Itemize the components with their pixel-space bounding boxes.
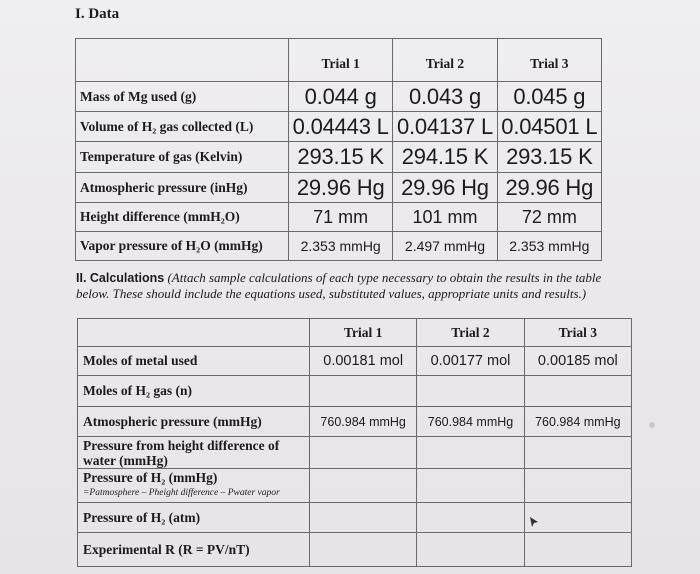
table-row [76,232,602,261]
table-cell [310,376,417,407]
row-label: Pressure of H₂ (mmHg) [83,470,218,485]
table-cell: 294.15 K [393,142,497,173]
calculations-heading [76,270,636,302]
table-cell: 0.045 g [497,82,601,112]
table-cell: 293.15 K [497,142,601,173]
table-cell: 293.15 K [289,142,393,173]
table-cell: 0.04137 L [393,112,497,142]
table-header-row [76,39,602,82]
table-cell [417,437,524,469]
row-label: Moles of H₂ gas (n) [78,376,310,407]
calculations-table [77,318,632,567]
table-cell: 0.00181 mol [310,347,417,376]
table-cell: 29.96 Hg [289,173,393,203]
row-label: Atmospheric pressure (inHg) [76,173,289,203]
table-row [78,407,632,437]
table-cell [524,437,631,469]
table-row [76,112,602,142]
table-header-row [78,319,632,347]
column-header: Trial 3 [524,319,631,347]
table-cell [417,503,524,533]
row-label: Temperature of gas (Kelvin) [76,142,289,173]
column-header: Trial 1 [289,39,393,82]
table-row [78,376,632,407]
table-row [78,469,632,503]
row-label: Pressure from height difference of water (mmHg) [78,437,310,469]
table-row [76,82,602,112]
column-header: Trial 1 [310,319,417,347]
table-cell: 2.353 mmHg [497,232,601,261]
table-cell: 72 mm [497,203,601,232]
table-cell [310,437,417,469]
table-cell: 760.984 mmHg [524,407,631,437]
table-corner-cell [78,319,310,347]
row-label: Height difference (mmH₂O) [76,203,289,232]
row-label: Pressure of H₂ (atm) [78,503,310,533]
table-cell [524,503,631,533]
table-corner-cell [76,39,289,82]
table-row [78,503,632,533]
table-row [76,173,602,203]
table-cell: 0.04501 L [497,112,601,142]
table-cell: 0.04443 L [289,112,393,142]
row-label: Mass of Mg used (g) [76,82,289,112]
column-header: Trial 2 [417,319,524,347]
table-cell: 760.984 mmHg [310,407,417,437]
table-row [78,533,632,567]
row-label: Volume of H₂ gas collected (L) [76,112,289,142]
table-cell: 0.00185 mol [524,347,631,376]
row-label: Experimental R (R = PV/nT) [78,533,310,567]
calculations-instructions: (Attach sample calculations of each type necessary to obtain the results in the table below. These should include the equations used, substituted values, appropriate units and results.) [76,270,602,301]
table-row [78,437,632,469]
row-label: Atmospheric pressure (mmHg) [78,407,310,437]
table-cell: 760.984 mmHg [417,407,524,437]
table-cell: 2.497 mmHg [393,232,497,261]
table-cell [310,469,417,503]
column-header: Trial 2 [393,39,497,82]
table-cell [310,503,417,533]
table-cell: 0.00177 mol [417,347,524,376]
table-cell: 101 mm [393,203,497,232]
table-cell [524,469,631,503]
table-cell [417,376,524,407]
table-cell: 71 mm [289,203,393,232]
mouse-cursor-icon [528,516,540,528]
row-label-with-formula [78,469,310,503]
row-label: Moles of metal used [78,347,310,376]
table-row [78,347,632,376]
table-cell: 0.043 g [393,82,497,112]
table-cell [417,469,524,503]
table-cell [524,376,631,407]
section-title-data: I. Data [75,6,120,22]
data-table [75,38,602,261]
table-cell: 29.96 Hg [497,173,601,203]
table-row [76,142,602,173]
table-cell: 29.96 Hg [393,173,497,203]
table-cell [310,533,417,567]
calculations-title: II. Calculations [76,271,165,285]
table-cell: 2.353 mmHg [289,232,393,261]
table-cell [417,533,524,567]
row-label: Vapor pressure of H₂O (mmHg) [76,232,289,261]
table-cell: 0.044 g [289,82,393,112]
column-header: Trial 3 [497,39,601,82]
table-row [76,203,602,232]
table-cell [524,533,631,567]
pressure-formula: =Patmosphere – Pheight difference – Pwater vapor [83,488,280,498]
decorative-dot [649,422,655,428]
